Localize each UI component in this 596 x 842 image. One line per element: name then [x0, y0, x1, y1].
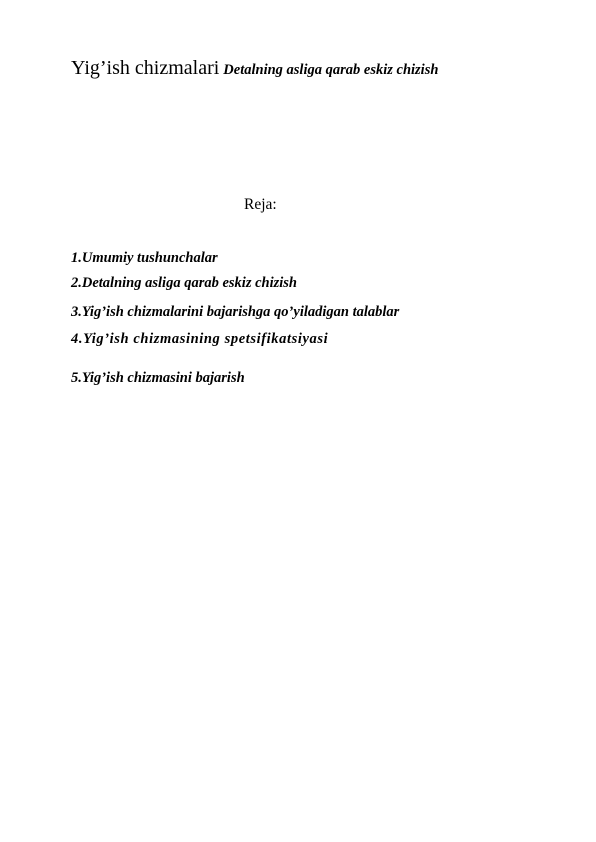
plan-heading: Reja: [244, 196, 277, 213]
plan-item-2: 2.Detalning asliga qarab eskiz chizish [71, 275, 297, 291]
plan-item-3: 3.Yig’ish chizmalarini bajarishga qo’yiladigan talablar [71, 304, 400, 320]
document-title [71, 58, 438, 78]
title-subtitle-text: Detalning asliga qarab eskiz chizish [223, 62, 439, 78]
plan-item-4: 4.Yig’ish chizmasining spetsifikatsiyasi [71, 331, 329, 347]
title-main-text: Yig’ish chizmalari [71, 57, 220, 79]
plan-item-1: 1.Umumiy tushunchalar [71, 250, 218, 266]
plan-item-5: 5.Yig’ish chizmasini bajarish [71, 370, 245, 386]
